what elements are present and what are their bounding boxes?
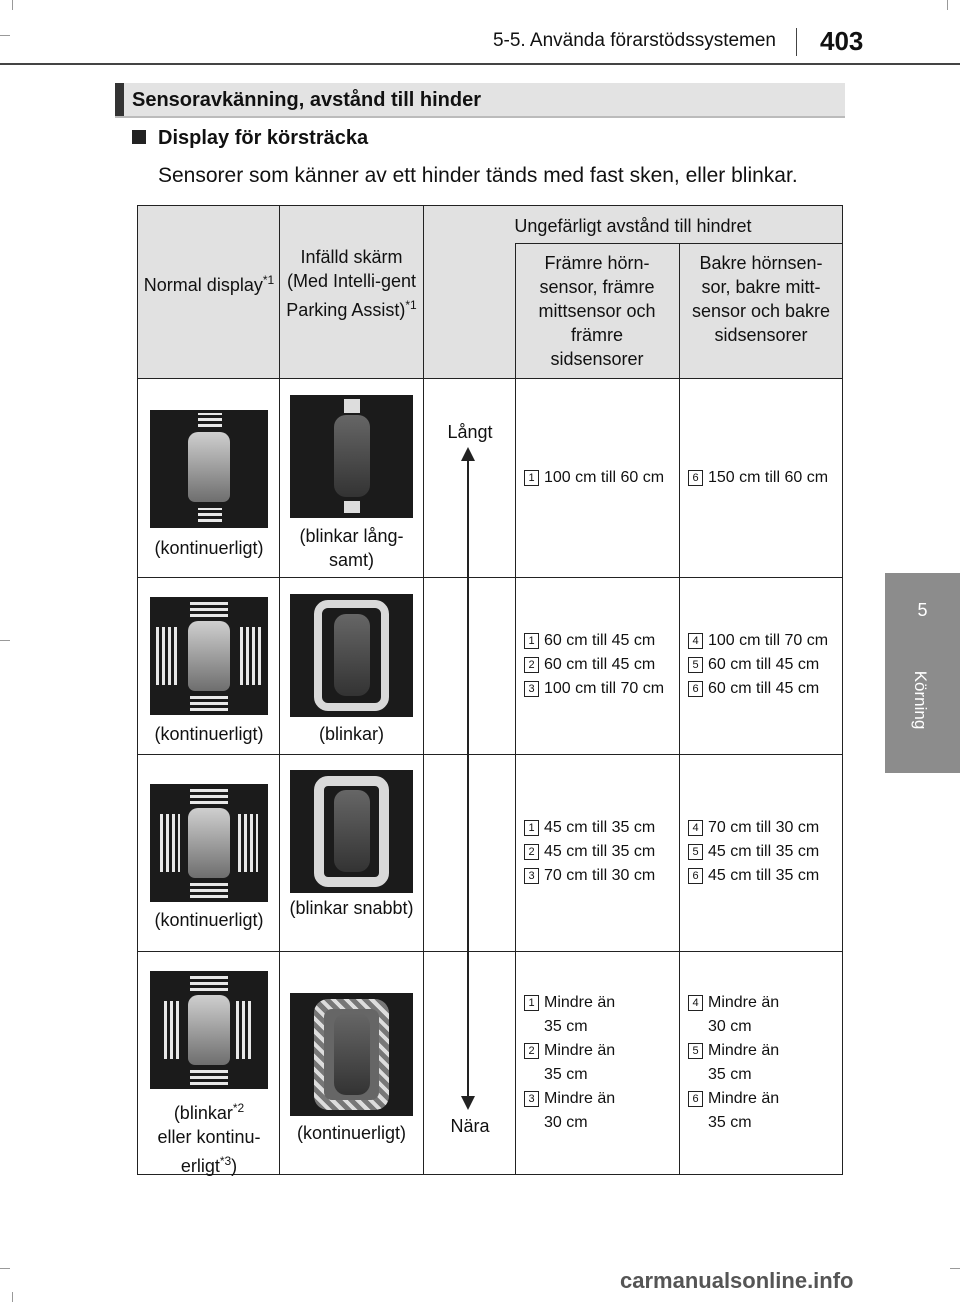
crop-mark	[947, 0, 948, 10]
normal-display-image	[150, 971, 268, 1089]
normal-display-image	[150, 410, 268, 528]
inset-display-image	[290, 993, 413, 1116]
crop-mark	[950, 1268, 960, 1269]
row4-rear-distances: 4 Mindre än 30 cm 5 Mindre än 35 cm 6 Mindre än 35 cm	[688, 991, 779, 1135]
subheading: Display för körsträcka	[158, 127, 369, 149]
row2-rear-distances: 4 100 cm till 70 cm 5 60 cm till 45 cm 6 60 cm till 45 cm	[688, 629, 828, 701]
header-front-sensors: Främre hörn-sensor, främre mittsensor och främre sidsensorer	[538, 253, 656, 369]
row3-front-distances: 1 45 cm till 35 cm 2 45 cm till 35 cm 3 70 cm till 30 cm	[524, 816, 655, 888]
row1-front-distances: 1 100 cm till 60 cm	[524, 466, 664, 490]
table-col-rule	[279, 205, 280, 1175]
table-col-rule	[679, 243, 680, 1175]
inset-display-image	[290, 770, 413, 893]
header-inset-display: Infälld skärm (Med Intelli-gent Parking Assist)$^{*1}$	[286, 247, 417, 320]
page-number: 403	[820, 26, 864, 56]
header-rear-sensors: Bakre hörnsen-sor, bakre mitt-sensor och bakre sidsensorer	[691, 253, 831, 345]
crop-mark	[12, 0, 13, 10]
body-paragraph: Sensorer som känner av ett hinder tänds med fast sken, eller blinkar.	[158, 164, 798, 187]
table-rule	[137, 754, 843, 755]
bullet-square-icon	[132, 130, 146, 144]
row4-inset-caption: (kontinuerligt)	[296, 1123, 407, 1143]
row2-front-distances: 1 60 cm till 45 cm 2 60 cm till 45 cm 3 100 cm till 70 cm	[524, 629, 664, 701]
crop-mark	[0, 640, 10, 641]
watermark: carmanualsonline.info	[620, 1268, 854, 1293]
header-normal-display: Normal display$^{*1}$	[143, 273, 275, 295]
arrow-down-icon	[461, 1096, 475, 1110]
chapter-number: 5	[917, 600, 928, 620]
table-rule	[137, 577, 843, 578]
inset-display-image	[290, 395, 413, 518]
row3-inset-caption: (blinkar snabbt)	[289, 898, 414, 918]
crop-mark	[0, 1268, 10, 1269]
row3-normal-caption: (kontinuerligt)	[154, 910, 264, 930]
crop-mark	[12, 1292, 13, 1302]
row1-rear-distances: 6 150 cm till 60 cm	[688, 466, 828, 490]
header-rule	[0, 63, 960, 65]
row4-normal-caption: (blinkar$^{*2}$ eller kontinu- erligt$^{*3}$)	[157, 1101, 261, 1176]
running-header: 5-5. Använda förarstödssystemen	[492, 30, 776, 51]
section-title: Sensoravkänning, avstånd till hinder	[132, 89, 481, 111]
far-label: Långt	[447, 422, 493, 442]
distance-arrow	[467, 456, 469, 1106]
table-col-rule	[515, 243, 516, 1175]
near-label: Nära	[450, 1116, 490, 1136]
header-divider	[796, 28, 797, 56]
chapter-label: Körning	[911, 670, 930, 730]
row2-normal-caption: (kontinuerligt)	[154, 724, 264, 744]
row2-inset-caption: (blinkar)	[318, 724, 384, 744]
row1-normal-caption: (kontinuerligt)	[154, 538, 264, 558]
normal-display-image	[150, 784, 268, 902]
row4-front-distances: 1 Mindre än 35 cm 2 Mindre än 35 cm 3 Mindre än 30 cm	[524, 991, 615, 1135]
inset-display-image	[290, 594, 413, 717]
table-col-rule	[423, 205, 424, 1175]
row3-rear-distances: 4 70 cm till 30 cm 5 45 cm till 35 cm 6 45 cm till 35 cm	[688, 816, 819, 888]
normal-display-image	[150, 597, 268, 715]
table-rule	[137, 951, 843, 952]
row1-inset-caption: (blinkar lång-samt)	[299, 526, 404, 570]
header-distance: Ungefärligt avstånd till hindret	[514, 216, 752, 236]
section-bar-marker	[115, 83, 124, 116]
table-rule	[137, 378, 843, 379]
